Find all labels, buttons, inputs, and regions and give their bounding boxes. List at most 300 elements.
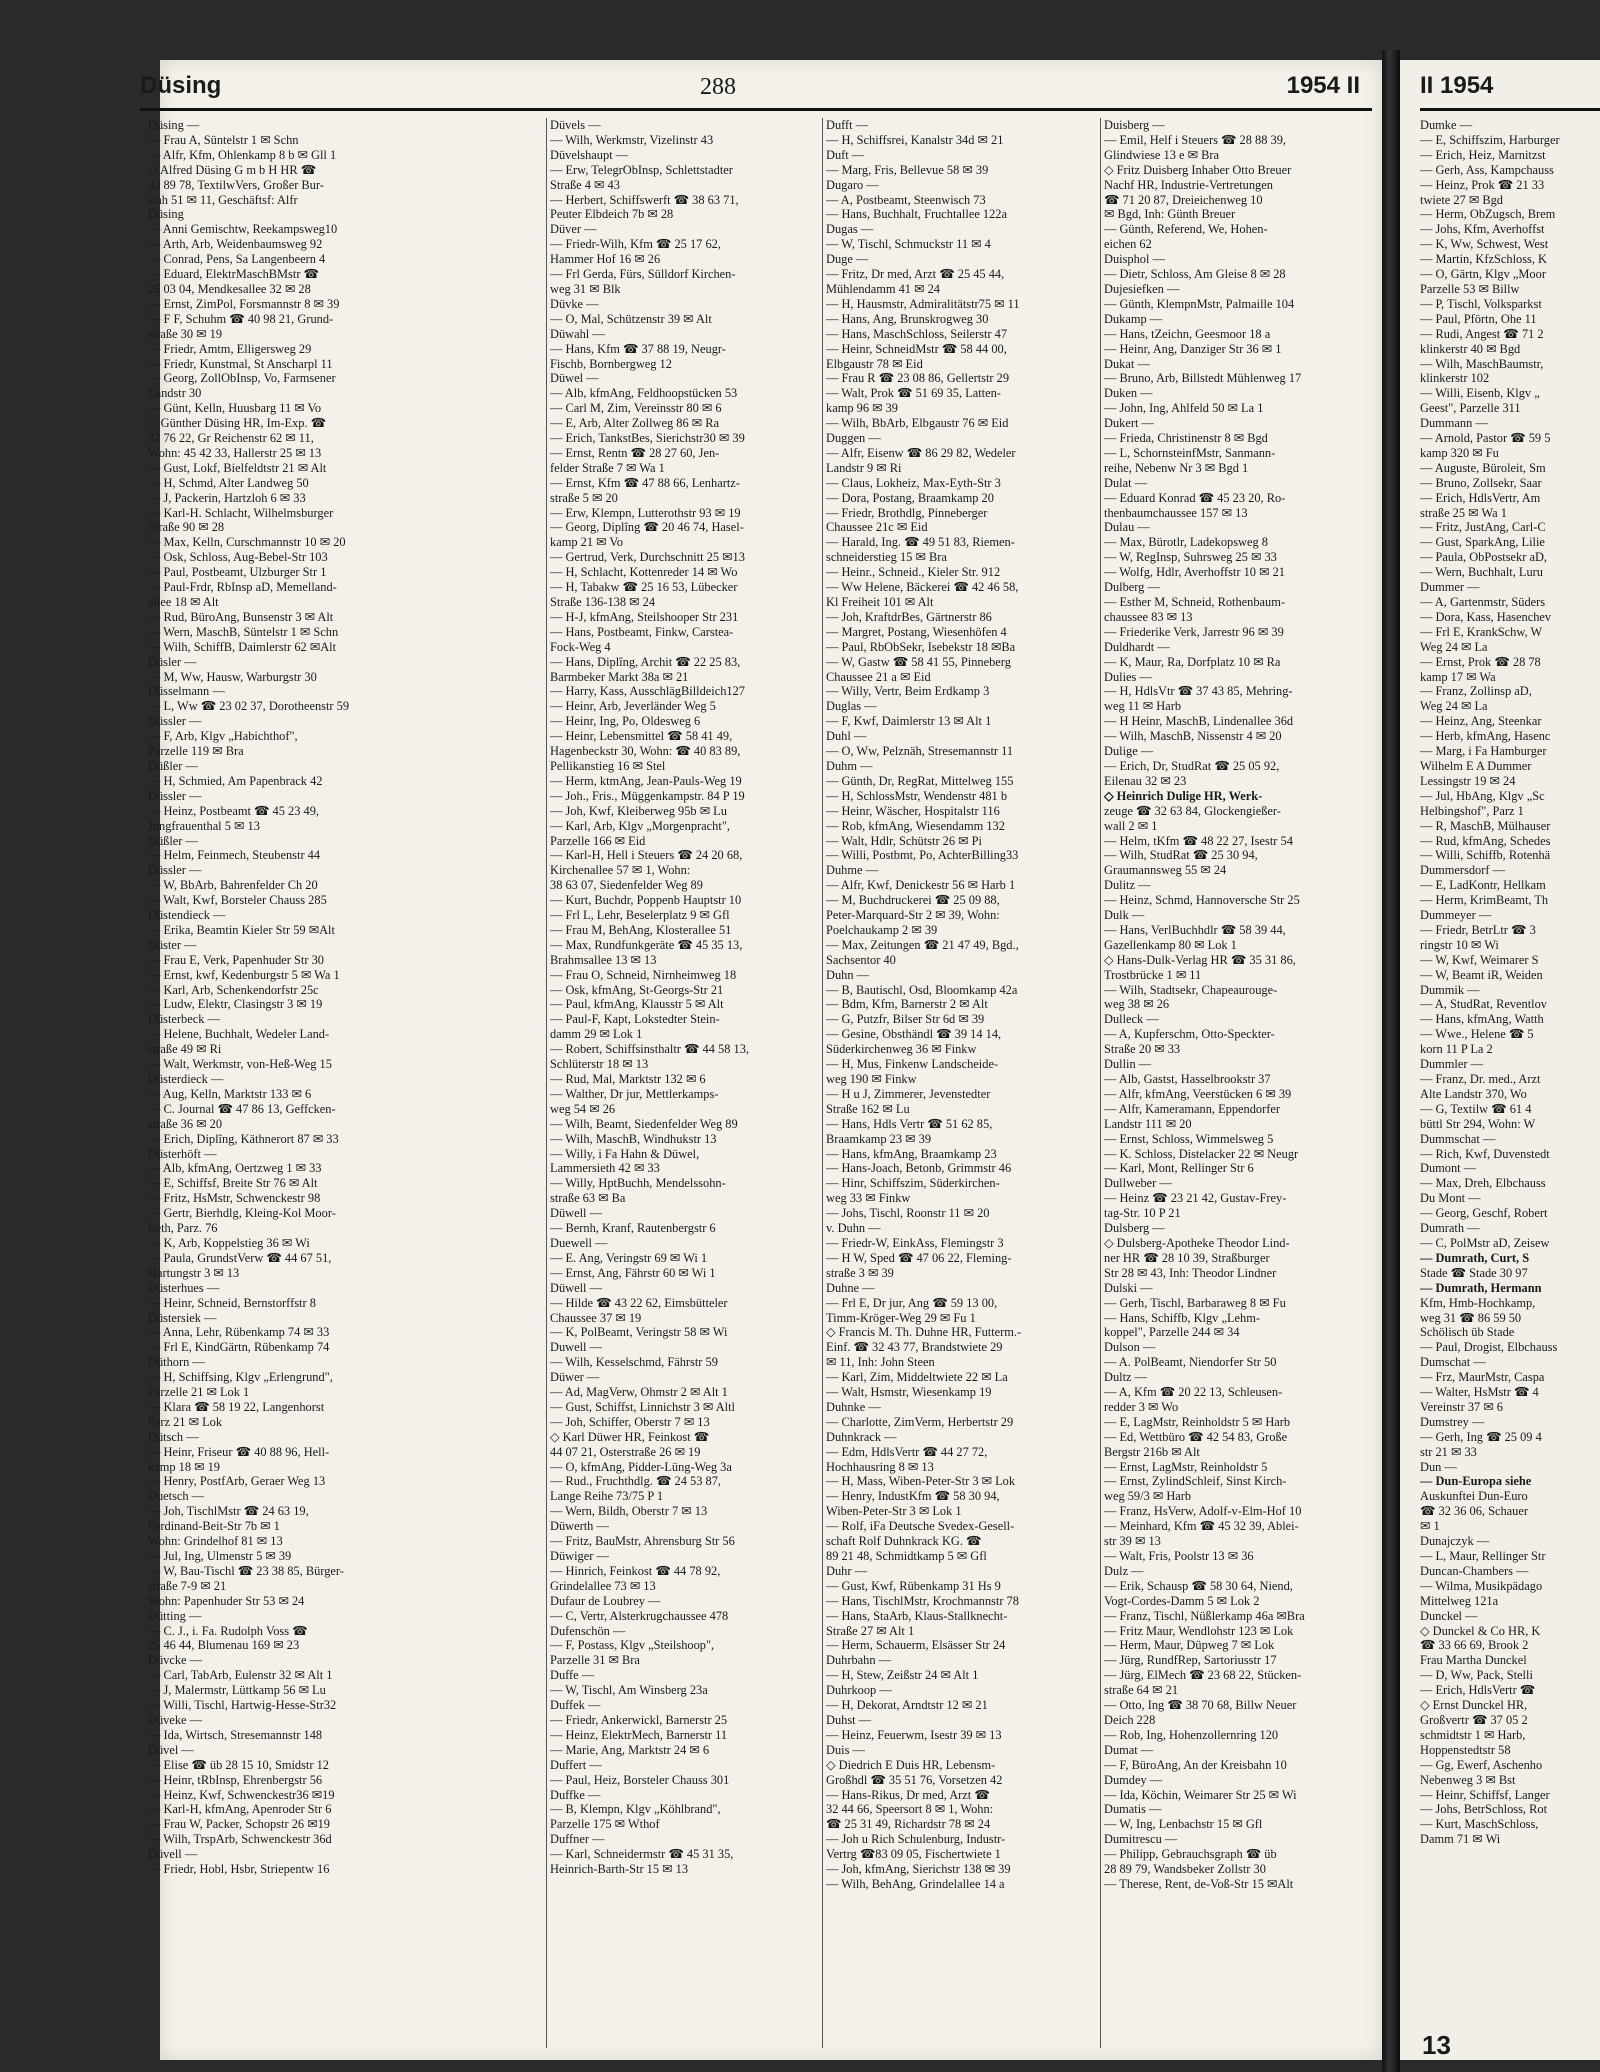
directory-entry-line: — Rud., Fruchthdlg. ☎ 24 53 87, bbox=[550, 1474, 722, 1489]
directory-entry-line: Dultz — bbox=[1104, 1370, 1148, 1385]
directory-entry-line: — Heinz, Prok ☎ 21 33 bbox=[1420, 177, 1545, 192]
directory-entry-line: Wohn: Papenhuder Str 53 ✉ 24 bbox=[148, 1593, 305, 1608]
directory-entry-line: Trostbrücke 1 ✉ 11 bbox=[1104, 967, 1202, 982]
directory-entry-line: Dummler — bbox=[1420, 1057, 1483, 1072]
directory-entry-line: Duffek — bbox=[550, 1698, 601, 1713]
directory-entry-line: Straße 90 ✉ 28 bbox=[148, 520, 225, 535]
directory-entry-line: — C. Journal ☎ 47 86 13, Geffcken- bbox=[148, 1101, 336, 1116]
directory-entry-line: — Paul-Frdr, RbInsp aD, Memelland- bbox=[148, 580, 337, 595]
directory-entry-line: — A. PolBeamt, Niendorfer Str 50 bbox=[1104, 1355, 1277, 1370]
directory-entry-line: weg 59/3 ✉ Harb bbox=[1104, 1489, 1192, 1504]
directory-entry-line: Straße 27 ✉ Alt 1 bbox=[826, 1623, 915, 1638]
directory-entry-line: — Joh u Rich Schulenburg, Industr- bbox=[826, 1832, 1006, 1847]
directory-entry-line: — W, RegInsp, Suhrsweg 25 ✉ 33 bbox=[1104, 550, 1277, 565]
directory-entry-line: — Bruno, Arb, Billstedt Mühlenweg 17 bbox=[1104, 371, 1302, 386]
directory-entry-line: Düsler — bbox=[148, 654, 197, 669]
directory-entry-line: Dulitz — bbox=[1104, 878, 1151, 893]
directory-entry-line: — G, Putzfr, Bilser Str 6d ✉ 39 bbox=[826, 1012, 985, 1027]
directory-entry-line: — C, Vertr, Alsterkrugchaussee 478 bbox=[550, 1608, 729, 1623]
directory-entry-line: — Herm, ktmAng, Jean-Pauls-Weg 19 bbox=[550, 773, 742, 788]
directory-entry-line: Kirchenallee 57 ✉ 1, Wohn: bbox=[550, 863, 691, 878]
directory-entry-line: — Johs, BetrSchloss, Rot bbox=[1420, 1802, 1548, 1817]
directory-entry-line: schmidtstr 1 ✉ Harb, bbox=[1420, 1727, 1526, 1742]
directory-entry-line: schneiderstieg 15 ✉ Bra bbox=[826, 550, 947, 565]
directory-entry-line: — Willy, i Fa Hahn & Düwel, bbox=[550, 1146, 700, 1161]
directory-entry-line: Dumitrescu — bbox=[1104, 1832, 1178, 1847]
directory-entry-line: — Karl, Zim, Middeltwiete 22 ✉ La bbox=[826, 1370, 1008, 1385]
directory-entry-line: — Frl E, KrankSchw, W bbox=[1420, 624, 1543, 639]
directory-entry-line: — H, Stew, Zeißstr 24 ✉ Alt 1 bbox=[826, 1668, 979, 1683]
directory-entry-line: Düver — bbox=[550, 222, 597, 237]
directory-entry-line: straße 3 ✉ 39 bbox=[826, 1265, 894, 1280]
directory-entry-line: thenbaumchaussee 157 ✉ 13 bbox=[1104, 505, 1248, 520]
directory-entry-line: Dullweber — bbox=[1104, 1176, 1172, 1191]
directory-entry-line: — Hans, Kfm ☎ 37 88 19, Neugr- bbox=[550, 341, 726, 356]
directory-entry-line: — O, kfmAng, Pidder-Lüng-Weg 3a bbox=[550, 1459, 732, 1474]
directory-entry-line: Dummik — bbox=[1420, 982, 1480, 997]
directory-entry-line: Dulson — bbox=[1104, 1340, 1156, 1355]
directory-entry-line: — Carl M, Zim, Vereinsstr 80 ✉ 6 bbox=[550, 401, 722, 416]
directory-entry-line: — Frau O, Schneid, Nirnheimweg 18 bbox=[550, 967, 737, 982]
directory-entry-line: 25 03 04, Mendkesallee 32 ✉ 28 bbox=[148, 281, 311, 296]
directory-entry-line: — E. Ang, Veringstr 69 ✉ Wi 1 bbox=[550, 1250, 708, 1265]
directory-entry-line: — Hinrich, Feinkost ☎ 44 78 92, bbox=[550, 1563, 721, 1578]
directory-entry-line: — H, Schmied, Am Papenbrack 42 bbox=[148, 773, 323, 788]
directory-entry-line: Gazellenkamp 80 ✉ Lok 1 bbox=[1104, 937, 1237, 952]
directory-entry-line: ◇ Fritz Duisberg Inhaber Otto Breuer bbox=[1104, 162, 1292, 177]
directory-entry-line: weg 38 ✉ 26 bbox=[1104, 997, 1170, 1012]
directory-entry-line: — Erich, TankstBes, Sierichstr30 ✉ 39 bbox=[550, 431, 745, 446]
directory-entry-line: — Anni Gemischtw, Reekampsweg10 bbox=[148, 222, 338, 237]
directory-entry-line: — Dumrath, Hermann bbox=[1420, 1280, 1542, 1295]
right-page-header-text: II 1954 bbox=[1420, 72, 1494, 99]
directory-entry-line: — Paula, GrundstVerw ☎ 44 67 51, bbox=[148, 1250, 332, 1265]
directory-entry-line: — B, Klempn, Klgv „Köhlbrand", bbox=[550, 1802, 721, 1817]
directory-entry-line: — O, Gärtn, Klgv „Moor bbox=[1420, 267, 1546, 282]
directory-entry-line: — Frz, MaurMstr, Caspa bbox=[1420, 1370, 1545, 1385]
directory-entry-line: — Gg, Ewerf, Aschenho bbox=[1420, 1757, 1543, 1772]
directory-entry-line: — Willi, Schiffb, Rotenhä bbox=[1420, 848, 1551, 863]
directory-entry-line: Nebenweg 3 ✉ Bst bbox=[1420, 1772, 1516, 1787]
directory-entry-line: Dummann — bbox=[1420, 416, 1488, 431]
directory-entry-line: — Hans, Postbeamt, Finkw, Carstea- bbox=[550, 624, 734, 639]
directory-entry-line: Dumstrey — bbox=[1420, 1414, 1485, 1429]
directory-entry-line: — H-J, kfmAng, Steilshooper Str 231 bbox=[550, 609, 739, 624]
directory-entry-line: — Friedr, Hobl, Hsbr, Striepentw 16 bbox=[148, 1862, 330, 1877]
directory-entry-line: Weg 24 ✉ La bbox=[1420, 639, 1488, 654]
directory-entry-line: — Herm, Schauerm, Elsässer Str 24 bbox=[826, 1638, 1006, 1653]
directory-entry-line: weg 54 ✉ 26 bbox=[550, 1101, 616, 1116]
directory-entry-line: Mittelweg 121a bbox=[1420, 1593, 1499, 1608]
directory-entry-line: ◇ Dunckel & Co HR, K bbox=[1420, 1623, 1541, 1638]
directory-entry-line: Weg 24 ✉ La bbox=[1420, 699, 1488, 714]
directory-entry-line: Chaussee 21 a ✉ Eid bbox=[826, 669, 931, 684]
directory-entry-line: Bergstr 216b ✉ Alt bbox=[1104, 1444, 1200, 1459]
directory-entry-line: — Wilh, TrspArb, Schwenckestr 36d bbox=[148, 1832, 332, 1847]
directory-entry-line: — Carl, TabArb, Eulenstr 32 ✉ Alt 1 bbox=[148, 1668, 333, 1683]
header-year-volume: 1954 II bbox=[1286, 72, 1360, 99]
directory-entry-line: 32 44 66, Speersort 8 ✉ 1, Wohn: bbox=[826, 1802, 994, 1817]
directory-entry-line: Großhdl ☎ 35 51 76, Vorsetzen 42 bbox=[826, 1772, 1003, 1787]
directory-entry-line: — Wilh, StudRat ☎ 25 30 94, bbox=[1104, 848, 1258, 863]
directory-entry-line: Alte Landstr 370, Wo bbox=[1420, 1086, 1527, 1101]
directory-entry-line: Pellikanstieg 16 ✉ Stel bbox=[550, 758, 666, 773]
directory-entry-line: Düveke — bbox=[148, 1712, 203, 1727]
directory-entry-line: Dumont — bbox=[1420, 1161, 1477, 1176]
directory-entry-line: — Erich, Dr, StudRat ☎ 25 05 92, bbox=[1104, 758, 1280, 773]
directory-entry-line: — Hilde ☎ 43 22 62, Eimsbütteler bbox=[550, 1295, 728, 1310]
directory-entry-line: kamp 21 ✉ Vo bbox=[550, 535, 623, 550]
directory-entry-line: Dütsch — bbox=[148, 1429, 199, 1444]
directory-entry-line: Dulz — bbox=[1104, 1563, 1144, 1578]
directory-entry-line: Düvke — bbox=[550, 296, 599, 311]
directory-entry-line: Duisberg — bbox=[1104, 118, 1165, 132]
directory-entry-line: Chaussee 37 ✉ 19 bbox=[550, 1310, 642, 1325]
directory-entry-line: — H, Hausmstr, Admiralitätstr75 ✉ 11 bbox=[826, 296, 1020, 311]
directory-entry-line: — Herbert, Schiffswerft ☎ 38 63 71, bbox=[550, 192, 739, 207]
directory-entry-line: — Frl E, Dr jur, Ang ☎ 59 13 00, bbox=[826, 1295, 998, 1310]
directory-entry-line: — Claus, Lokheiz, Max-Eyth-Str 3 bbox=[826, 475, 1001, 490]
directory-entry-line: Dumdey — bbox=[1104, 1772, 1163, 1787]
directory-entry-line: Dun — bbox=[1420, 1459, 1457, 1474]
directory-entry-line: Schlüterstr 18 ✉ 13 bbox=[550, 1057, 649, 1072]
directory-entry-line: — Herm, KrimBeamt, Th bbox=[1420, 893, 1549, 908]
directory-entry-line: — Ernst, Kfm ☎ 47 88 66, Lenhartz- bbox=[550, 475, 740, 490]
directory-entry-line: straße 5 ✉ 20 bbox=[550, 490, 618, 505]
directory-entry-line: Deich 228 bbox=[1104, 1712, 1156, 1727]
directory-entry-line: — H, HdlsVtr ☎ 37 43 85, Mehring- bbox=[1104, 684, 1293, 699]
directory-entry-line: Düwiger — bbox=[550, 1549, 609, 1563]
directory-entry-line: — Gerh, Ass, Kampchauss bbox=[1420, 162, 1554, 177]
directory-entry-line: — Rolf, iFa Deutsche Svedex-Gesell- bbox=[826, 1519, 1015, 1534]
right-page-column bbox=[1420, 118, 1600, 2048]
directory-entry-line: — Walt, Kwf, Borsteler Chauss 285 bbox=[148, 893, 327, 908]
directory-entry-line: — Jürg, RundfRep, Sartoriusstr 17 bbox=[1104, 1653, 1277, 1668]
directory-entry-line: twiete 27 ✉ Bgd bbox=[1420, 192, 1503, 207]
directory-entry-line: — Friedr, Kunstmal, St Anscharpl 11 bbox=[148, 356, 333, 371]
directory-entry-line: — Gertr, Bierhdlg, Kleing-Kol Moor- bbox=[148, 1206, 336, 1221]
directory-entry-line: — Heinz, Ang, Steenkar bbox=[1420, 714, 1542, 729]
directory-entry-line: Parzelle 166 ✉ Eid bbox=[550, 833, 646, 848]
directory-entry-line: Dulau — bbox=[1104, 520, 1150, 535]
directory-entry-line: — Max, Bürotlr, Ladekopsweg 8 bbox=[1104, 535, 1268, 550]
directory-entry-line: Dufaur de Loubrey — bbox=[550, 1593, 661, 1608]
directory-entry-line: — Dun-Europa siehe bbox=[1420, 1474, 1532, 1489]
directory-entry-line: ◇ Alfred Düsing G m b H HR ☎ bbox=[148, 162, 317, 177]
directory-entry-line: — A, Kfm ☎ 20 22 13, Schleusen- bbox=[1104, 1385, 1283, 1400]
directory-entry-line: Düsterdieck — bbox=[148, 1072, 224, 1086]
directory-entry-line: — Paul, Postbeamt, Ulzburger Str 1 bbox=[148, 565, 327, 580]
directory-entry-line: Dumatis — bbox=[1104, 1802, 1162, 1817]
directory-entry-line: — Heinz ☎ 23 21 42, Gustav-Frey- bbox=[1104, 1191, 1287, 1206]
directory-entry-line: felder Straße 7 ✉ Wa 1 bbox=[550, 460, 665, 475]
directory-entry-line: Frau Martha Dunckel bbox=[1420, 1653, 1527, 1668]
directory-entry-line: — E, Schiffsf, Breite Str 76 ✉ Alt bbox=[148, 1176, 318, 1191]
directory-entry-line: — Klara ☎ 58 19 22, Langenhorst bbox=[148, 1399, 325, 1414]
directory-entry-line: — Ernst, ZimPol, Forsmannstr 8 ✉ 39 bbox=[148, 296, 340, 311]
directory-entry-line: redder 3 ✉ Wo bbox=[1104, 1399, 1179, 1414]
directory-entry-line: — Anna, Lehr, Rübenkamp 74 ✉ 33 bbox=[148, 1325, 330, 1340]
directory-entry-line: — Karl, Arb, Klgv „Morgenpracht", bbox=[550, 818, 730, 833]
directory-entry-line: Düster — bbox=[148, 937, 197, 952]
directory-entry-line: — Marie, Ang, Marktstr 24 ✉ 6 bbox=[550, 1742, 710, 1757]
directory-entry-line: str 39 ✉ 13 bbox=[1104, 1534, 1161, 1549]
directory-entry-line: — Gertrud, Verk, Durchschnitt 25 ✉13 bbox=[550, 550, 745, 565]
directory-entry-line: Dukert — bbox=[1104, 416, 1154, 431]
directory-entry-line: 44 07 21, Osterstraße 26 ✉ 19 bbox=[550, 1444, 701, 1459]
directory-entry-line: Düsing — bbox=[148, 118, 200, 132]
directory-entry-line: Lammersieth 42 ✉ 33 bbox=[550, 1161, 660, 1176]
directory-column-2 bbox=[550, 118, 810, 2048]
directory-entry-line: — Franz, Tischl, Nüßlerkamp 46a ✉Bra bbox=[1104, 1608, 1305, 1623]
directory-entry-line: — Philipp, Gebrauchsgraph ☎ üb bbox=[1104, 1847, 1277, 1862]
directory-entry-line: — E, LagMstr, Reinholdstr 5 ✉ Harb bbox=[1104, 1414, 1291, 1429]
directory-entry-line: Fischb, Bornbergweg 12 bbox=[550, 356, 672, 371]
directory-entry-line: Parzelle 31 ✉ Bra bbox=[550, 1653, 640, 1668]
directory-entry-line: — Heinr, Schneid, Bernstorffstr 8 bbox=[148, 1295, 316, 1310]
directory-entry-line: — Walt, Werkmstr, von-Heß-Weg 15 bbox=[148, 1057, 332, 1072]
directory-entry-line: Geest", Parzelle 311 bbox=[1420, 401, 1521, 416]
directory-entry-line: — Paula, ObPostsekr aD, bbox=[1420, 550, 1547, 565]
directory-entry-line: — Friedr, BetrLtr ☎ 3 bbox=[1420, 922, 1536, 937]
right-page-footer-number: 13 bbox=[1422, 2030, 1451, 2060]
directory-entry-line: Dumat — bbox=[1104, 1742, 1154, 1757]
directory-entry-line: — Frl E, KindGärtn, Rübenkamp 74 bbox=[148, 1340, 330, 1355]
directory-entry-line: — Rich, Kwf, Duvenstedt bbox=[1420, 1146, 1550, 1161]
directory-entry-line: Dumschat — bbox=[1420, 1355, 1486, 1370]
directory-entry-line: Duft — bbox=[826, 147, 865, 162]
directory-entry-line: — Paul, Pförtn, Ohe 11 bbox=[1420, 311, 1537, 326]
directory-entry-line: — Hans, tZeichn, Geesmoor 18 a bbox=[1104, 326, 1271, 341]
directory-entry-line: — Robert, Schiffsinsthaltr ☎ 44 58 13, bbox=[550, 1042, 749, 1057]
directory-entry-line: — Hans, Ang, Brunskrogweg 30 bbox=[826, 311, 989, 326]
directory-entry-line: — Joh, kfmAng, Sierichstr 138 ✉ 39 bbox=[826, 1862, 1011, 1877]
directory-entry-line: — Heinr, Friseur ☎ 40 88 96, Hell- bbox=[148, 1444, 330, 1459]
directory-entry-line: — H, Mus, Finkenw Landscheide- bbox=[826, 1057, 999, 1072]
directory-entry-line: — Bruno, Zollsekr, Saar bbox=[1420, 475, 1542, 490]
directory-entry-line: — F, BüroAng, An der Kreisbahn 10 bbox=[1104, 1757, 1287, 1772]
directory-entry-line: Wilhelm E A Dummer bbox=[1420, 758, 1532, 773]
directory-entry-line: — Ernst, ZylindSchleif, Sinst Kirch- bbox=[1104, 1474, 1287, 1489]
directory-entry-line: — Erik, Schausp ☎ 58 30 64, Niend, bbox=[1104, 1578, 1293, 1593]
directory-entry-line: — E, Arb, Alter Zollweg 86 ✉ Ra bbox=[550, 416, 720, 431]
directory-entry-line: — Herm, Maur, Düpweg 7 ✉ Lok bbox=[1104, 1638, 1275, 1653]
directory-entry-line: ☎ 25 31 49, Richardstr 78 ✉ 24 bbox=[826, 1817, 991, 1832]
directory-entry-line: Duken — bbox=[1104, 386, 1153, 401]
directory-entry-line: — E, Schiffszim, Harburger bbox=[1420, 132, 1560, 147]
directory-entry-line: Peuter Elbdeich 7b ✉ 28 bbox=[550, 207, 674, 222]
directory-entry-line: Düwel — bbox=[550, 371, 599, 386]
directory-entry-line: eichen 62 bbox=[1104, 237, 1152, 252]
directory-entry-line: Vereinstr 37 ✉ 6 bbox=[1420, 1399, 1503, 1414]
directory-column-4 bbox=[1104, 118, 1376, 2048]
directory-entry-line: — Alb, kfmAng, Oertzweg 1 ✉ 33 bbox=[148, 1161, 322, 1176]
directory-entry-line: ☎ 32 36 06, Schauer bbox=[1420, 1504, 1529, 1519]
directory-entry-line: Dulies — bbox=[1104, 669, 1152, 684]
directory-entry-line: Düsselmann — bbox=[148, 684, 225, 699]
directory-entry-line: — Max, Dreh, Elbchauss bbox=[1420, 1176, 1546, 1191]
directory-entry-line: — Martin, KfzSchloss, K bbox=[1420, 252, 1547, 267]
directory-entry-line: Wiben-Peter-Str 3 ✉ Lok 1 bbox=[826, 1504, 962, 1519]
directory-entry-line: Düwell — bbox=[550, 1206, 602, 1221]
directory-entry-line: Duhrkoop — bbox=[826, 1683, 892, 1698]
directory-entry-line: — John, Ing, Ahlfeld 50 ✉ La 1 bbox=[1104, 401, 1264, 416]
directory-entry-line: — Paul, Drogist, Elbchauss bbox=[1420, 1340, 1558, 1355]
directory-entry-line: Braamkamp 23 ✉ 39 bbox=[826, 1131, 932, 1146]
directory-entry-line: — W, Tischl, Am Winsberg 23a bbox=[550, 1683, 708, 1698]
directory-entry-line: weg 11 ✉ Harb bbox=[1104, 699, 1182, 714]
directory-entry-line: Duhm — bbox=[826, 758, 873, 773]
directory-entry-line: Nachf HR, Industrie-Vertretungen bbox=[1104, 177, 1273, 192]
directory-entry-line: — Arnold, Pastor ☎ 59 5 bbox=[1420, 431, 1551, 446]
directory-entry-line: — Alfr, Kfm, Ohlenkamp 8 b ✉ Gll 1 bbox=[148, 147, 337, 162]
directory-entry-line: — Heinr, Ang, Danziger Str 36 ✉ 1 bbox=[1104, 341, 1282, 356]
directory-entry-line: — Heinz, Schmd, Hannoversche Str 25 bbox=[1104, 893, 1300, 908]
directory-entry-line: — Heinr., Schneid., Kieler Str. 912 bbox=[826, 565, 1001, 580]
directory-entry-line: — Hans, StaArb, Klaus-Stallknecht- bbox=[826, 1608, 1008, 1623]
directory-entry-line: Mühlendamm 41 ✉ 24 bbox=[826, 281, 940, 296]
directory-entry-line: — Frl L, Lehr, Beselerplatz 9 ✉ Gfl bbox=[550, 908, 730, 923]
directory-entry-line: Düssler — bbox=[148, 863, 202, 878]
directory-entry-line: — Ww Helene, Bäckerei ☎ 42 46 58, bbox=[826, 580, 1019, 595]
directory-entry-line: — Wilh, MaschBaumstr, bbox=[1420, 356, 1544, 371]
directory-entry-line: — Heinr, Lebensmittel ☎ 58 41 49, bbox=[550, 729, 733, 744]
directory-entry-line: Dulige — bbox=[1104, 744, 1154, 759]
directory-entry-line: ringstr 10 ✉ Wi bbox=[1420, 937, 1499, 952]
directory-entry-line: — Wilh, Beamt, Siedenfelder Weg 89 bbox=[550, 1116, 738, 1131]
directory-entry-line: — W, Tischl, Schmuckstr 11 ✉ 4 bbox=[826, 237, 991, 252]
directory-entry-line: — Heinr, Wäscher, Hospitalstr 116 bbox=[826, 803, 1000, 818]
directory-entry-line: Düwahl — bbox=[550, 326, 605, 341]
header-rule bbox=[140, 108, 1372, 111]
directory-entry-line: Elbgaustr 78 ✉ Eid bbox=[826, 356, 923, 371]
directory-entry-line: Süderkirchenweg 36 ✉ Finkw bbox=[826, 1042, 977, 1057]
directory-entry-line: Düwer — bbox=[550, 1370, 600, 1385]
directory-entry-line: klinkerstr 102 bbox=[1420, 371, 1490, 386]
directory-entry-line: Duhn — bbox=[826, 967, 870, 982]
directory-entry-line: — Alfr, kfmAng, Veerstücken 6 ✉ 39 bbox=[1104, 1086, 1292, 1101]
directory-entry-line: — Willy, HptBuchh, Mendelssohn- bbox=[550, 1176, 726, 1191]
directory-entry-line: — O, Mal, Schützenstr 39 ✉ Alt bbox=[550, 311, 712, 326]
directory-entry-line: — Gust, Kwf, Rübenkamp 31 Hs 9 bbox=[826, 1578, 1001, 1593]
directory-entry-line: — Jul, HbAng, Klgv „Sc bbox=[1420, 788, 1545, 803]
directory-entry-line: chaussee 83 ✉ 13 bbox=[1104, 609, 1193, 624]
directory-entry-line: — Emil, Helf i Steuers ☎ 28 88 39, bbox=[1104, 132, 1286, 147]
directory-entry-line: — H, Schiffsing, Klgv „Erlengrund", bbox=[148, 1370, 333, 1385]
header-page-number: 288 bbox=[700, 74, 736, 100]
directory-entry-line: ◇ Hans-Dulk-Verlag HR ☎ 35 31 86, bbox=[1104, 952, 1296, 967]
directory-entry-line: — Rob, Ing, Hohenzollernring 120 bbox=[1104, 1727, 1279, 1742]
directory-entry-line: Duhrbahn — bbox=[826, 1653, 892, 1668]
directory-entry-line: Duffke — bbox=[550, 1787, 601, 1802]
directory-entry-line: — Wilh, Werkmstr, Vizelinstr 43 bbox=[550, 132, 714, 147]
directory-entry-line: — K, Arb, Koppelstieg 36 ✉ Wi bbox=[148, 1235, 310, 1250]
directory-entry-line: Dugaro — bbox=[826, 177, 879, 192]
directory-entry-line: ◇ Dulsberg-Apotheke Theodor Lind- bbox=[1104, 1235, 1290, 1250]
directory-entry-line: — Franz, Zollinsp aD, bbox=[1420, 684, 1532, 699]
directory-entry-line: klinkerstr 40 ✉ Bgd bbox=[1420, 341, 1521, 356]
directory-entry-line: — Erich, Heiz, Marnitzst bbox=[1420, 147, 1546, 162]
right-header-rule bbox=[1420, 108, 1600, 111]
directory-entry-line: weg 31 ✉ Blk bbox=[550, 281, 621, 296]
directory-entry-line: — Wern, Buchhalt, Luru bbox=[1420, 565, 1543, 580]
directory-entry-line: — K. Schloss, Distelacker 22 ✉ Neugr bbox=[1104, 1146, 1299, 1161]
directory-entry-line: — Willi, Eisenb, Klgv „ bbox=[1420, 386, 1540, 401]
directory-column-3 bbox=[826, 118, 1096, 2048]
directory-entry-line: — Heinr, tRbInsp, Ehrenbergstr 56 bbox=[148, 1772, 323, 1787]
directory-entry-line: Duldhardt — bbox=[1104, 639, 1170, 654]
directory-entry-line: — Heinz, Postbeamt ☎ 45 23 49, bbox=[148, 803, 319, 818]
directory-entry-line: — Franz, HsVerw, Adolf-v-Elm-Hof 10 bbox=[1104, 1504, 1302, 1519]
directory-entry-line: — Hans, MaschSchloss, Seilerstr 47 bbox=[826, 326, 1008, 341]
directory-entry-line: Dummersdorf — bbox=[1420, 863, 1505, 878]
directory-entry-line: wall 2 ✉ 1 bbox=[1104, 818, 1158, 833]
directory-entry-line: kamp 96 ✉ 39 bbox=[826, 401, 898, 416]
directory-entry-line: Chaussee 21c ✉ Eid bbox=[826, 520, 928, 535]
directory-entry-line: — H, Dekorat, Arndtstr 12 ✉ 21 bbox=[826, 1698, 988, 1713]
directory-entry-line: Parzelle 119 ✉ Bra bbox=[148, 744, 244, 759]
directory-entry-line: — A, Kupferschm, Otto-Speckter- bbox=[1104, 1027, 1275, 1042]
directory-entry-line: Glindwiese 13 e ✉ Bra bbox=[1104, 147, 1219, 162]
directory-entry-line: Dummeyer — bbox=[1420, 908, 1492, 923]
directory-entry-line: — Hans, Diplîng, Archit ☎ 22 25 83, bbox=[550, 654, 741, 669]
directory-entry-line: Düvell — bbox=[148, 1847, 198, 1862]
directory-entry-line: — Esther M, Schneid, Rothenbaum- bbox=[1104, 595, 1286, 609]
directory-entry-line: Hochhausring 8 ✉ 13 bbox=[826, 1459, 934, 1474]
directory-entry-line: 32 76 22, Gr Reichenstr 62 ✉ 11, bbox=[148, 431, 314, 446]
directory-entry-line: — Wolfg, Hdlr, Averhoffstr 10 ✉ 21 bbox=[1104, 565, 1285, 580]
directory-entry-line: Duffert — bbox=[550, 1757, 602, 1772]
directory-entry-line: Düssler — bbox=[148, 788, 202, 803]
directory-entry-line: ✉ Bgd, Inh: Günth Breuer bbox=[1104, 207, 1236, 222]
directory-entry-line: — Walter, HsMstr ☎ 4 bbox=[1420, 1385, 1539, 1400]
directory-entry-line: Düßler — bbox=[148, 833, 198, 848]
directory-entry-line: — Ida, Wirtsch, Stresemannstr 148 bbox=[148, 1727, 323, 1742]
directory-entry-line: Dunckel — bbox=[1420, 1608, 1478, 1623]
page-header bbox=[140, 72, 1370, 106]
directory-entry-line: Ferdinand-Beit-Str 7b ✉ 1 bbox=[148, 1519, 280, 1534]
directory-entry-line: — Erich, HdlsVertr ☎ bbox=[1420, 1683, 1536, 1698]
directory-entry-line: — Arth, Arb, Weidenbaumsweg 92 bbox=[148, 237, 323, 252]
directory-entry-line: — Heinz, ElektrMech, Barnerstr 11 bbox=[550, 1727, 728, 1742]
directory-entry-line: — Conrad, Pens, Sa Langenbeern 4 bbox=[148, 252, 326, 267]
directory-entry-line: — H, Schlacht, Kottenreder 14 ✉ Wo bbox=[550, 565, 738, 580]
directory-entry-line: — Helene, Buchhalt, Wedeler Land- bbox=[148, 1027, 330, 1042]
directory-entry-line: ◇ Karl Düwer HR, Feinkost ☎ bbox=[550, 1429, 710, 1444]
directory-entry-line: Kl Freiheit 101 ✉ Alt bbox=[826, 595, 934, 609]
directory-entry-line: Dugas — bbox=[826, 222, 874, 237]
directory-entry-line: — Ernst, kwf, Kedenburgstr 5 ✉ Wa 1 bbox=[148, 967, 340, 982]
directory-entry-line: ◇ Francis M. Th. Duhne HR, Futterm.- bbox=[826, 1325, 1022, 1340]
directory-entry-line: Dumke — bbox=[1420, 118, 1472, 132]
directory-entry-line: — Karl, Mont, Rellinger Str 6 bbox=[1104, 1161, 1254, 1176]
directory-entry-line: — Frau E, Verk, Papenhuder Str 30 bbox=[148, 952, 324, 967]
directory-entry-line: — Max, Rundfunkgeräte ☎ 45 35 13, bbox=[550, 937, 743, 952]
directory-entry-line: Dulberg — bbox=[1104, 580, 1160, 595]
directory-entry-line: — J, Packerin, Hartzloh 6 ✉ 33 bbox=[148, 490, 306, 505]
directory-entry-line: — Alfr, Eisenw ☎ 86 29 82, Wedeler bbox=[826, 445, 1016, 460]
directory-entry-line: Düvelshaupt — bbox=[550, 147, 629, 162]
directory-entry-line: Kfm, Hmb-Hochkamp, bbox=[1420, 1295, 1536, 1310]
directory-entry-line: — L, Maur, Rellinger Str bbox=[1420, 1549, 1546, 1563]
directory-entry-line: — Günt, Kelln, Huusbarg 11 ✉ Vo bbox=[148, 401, 322, 416]
directory-entry-line: Dummer — bbox=[1420, 580, 1480, 595]
directory-entry-line: — Wilh, SchiffB, Daimlerstr 62 ✉Alt bbox=[148, 639, 337, 654]
directory-entry-line: — Gerh, Tischl, Barbaraweg 8 ✉ Fu bbox=[1104, 1295, 1286, 1310]
directory-entry-line: allee 18 ✉ Alt bbox=[148, 595, 219, 609]
directory-entry-line: — F F, Schuhm ☎ 40 98 21, Grund- bbox=[148, 311, 334, 326]
directory-entry-line: — Gust, SparkAng, Lilie bbox=[1420, 535, 1545, 550]
